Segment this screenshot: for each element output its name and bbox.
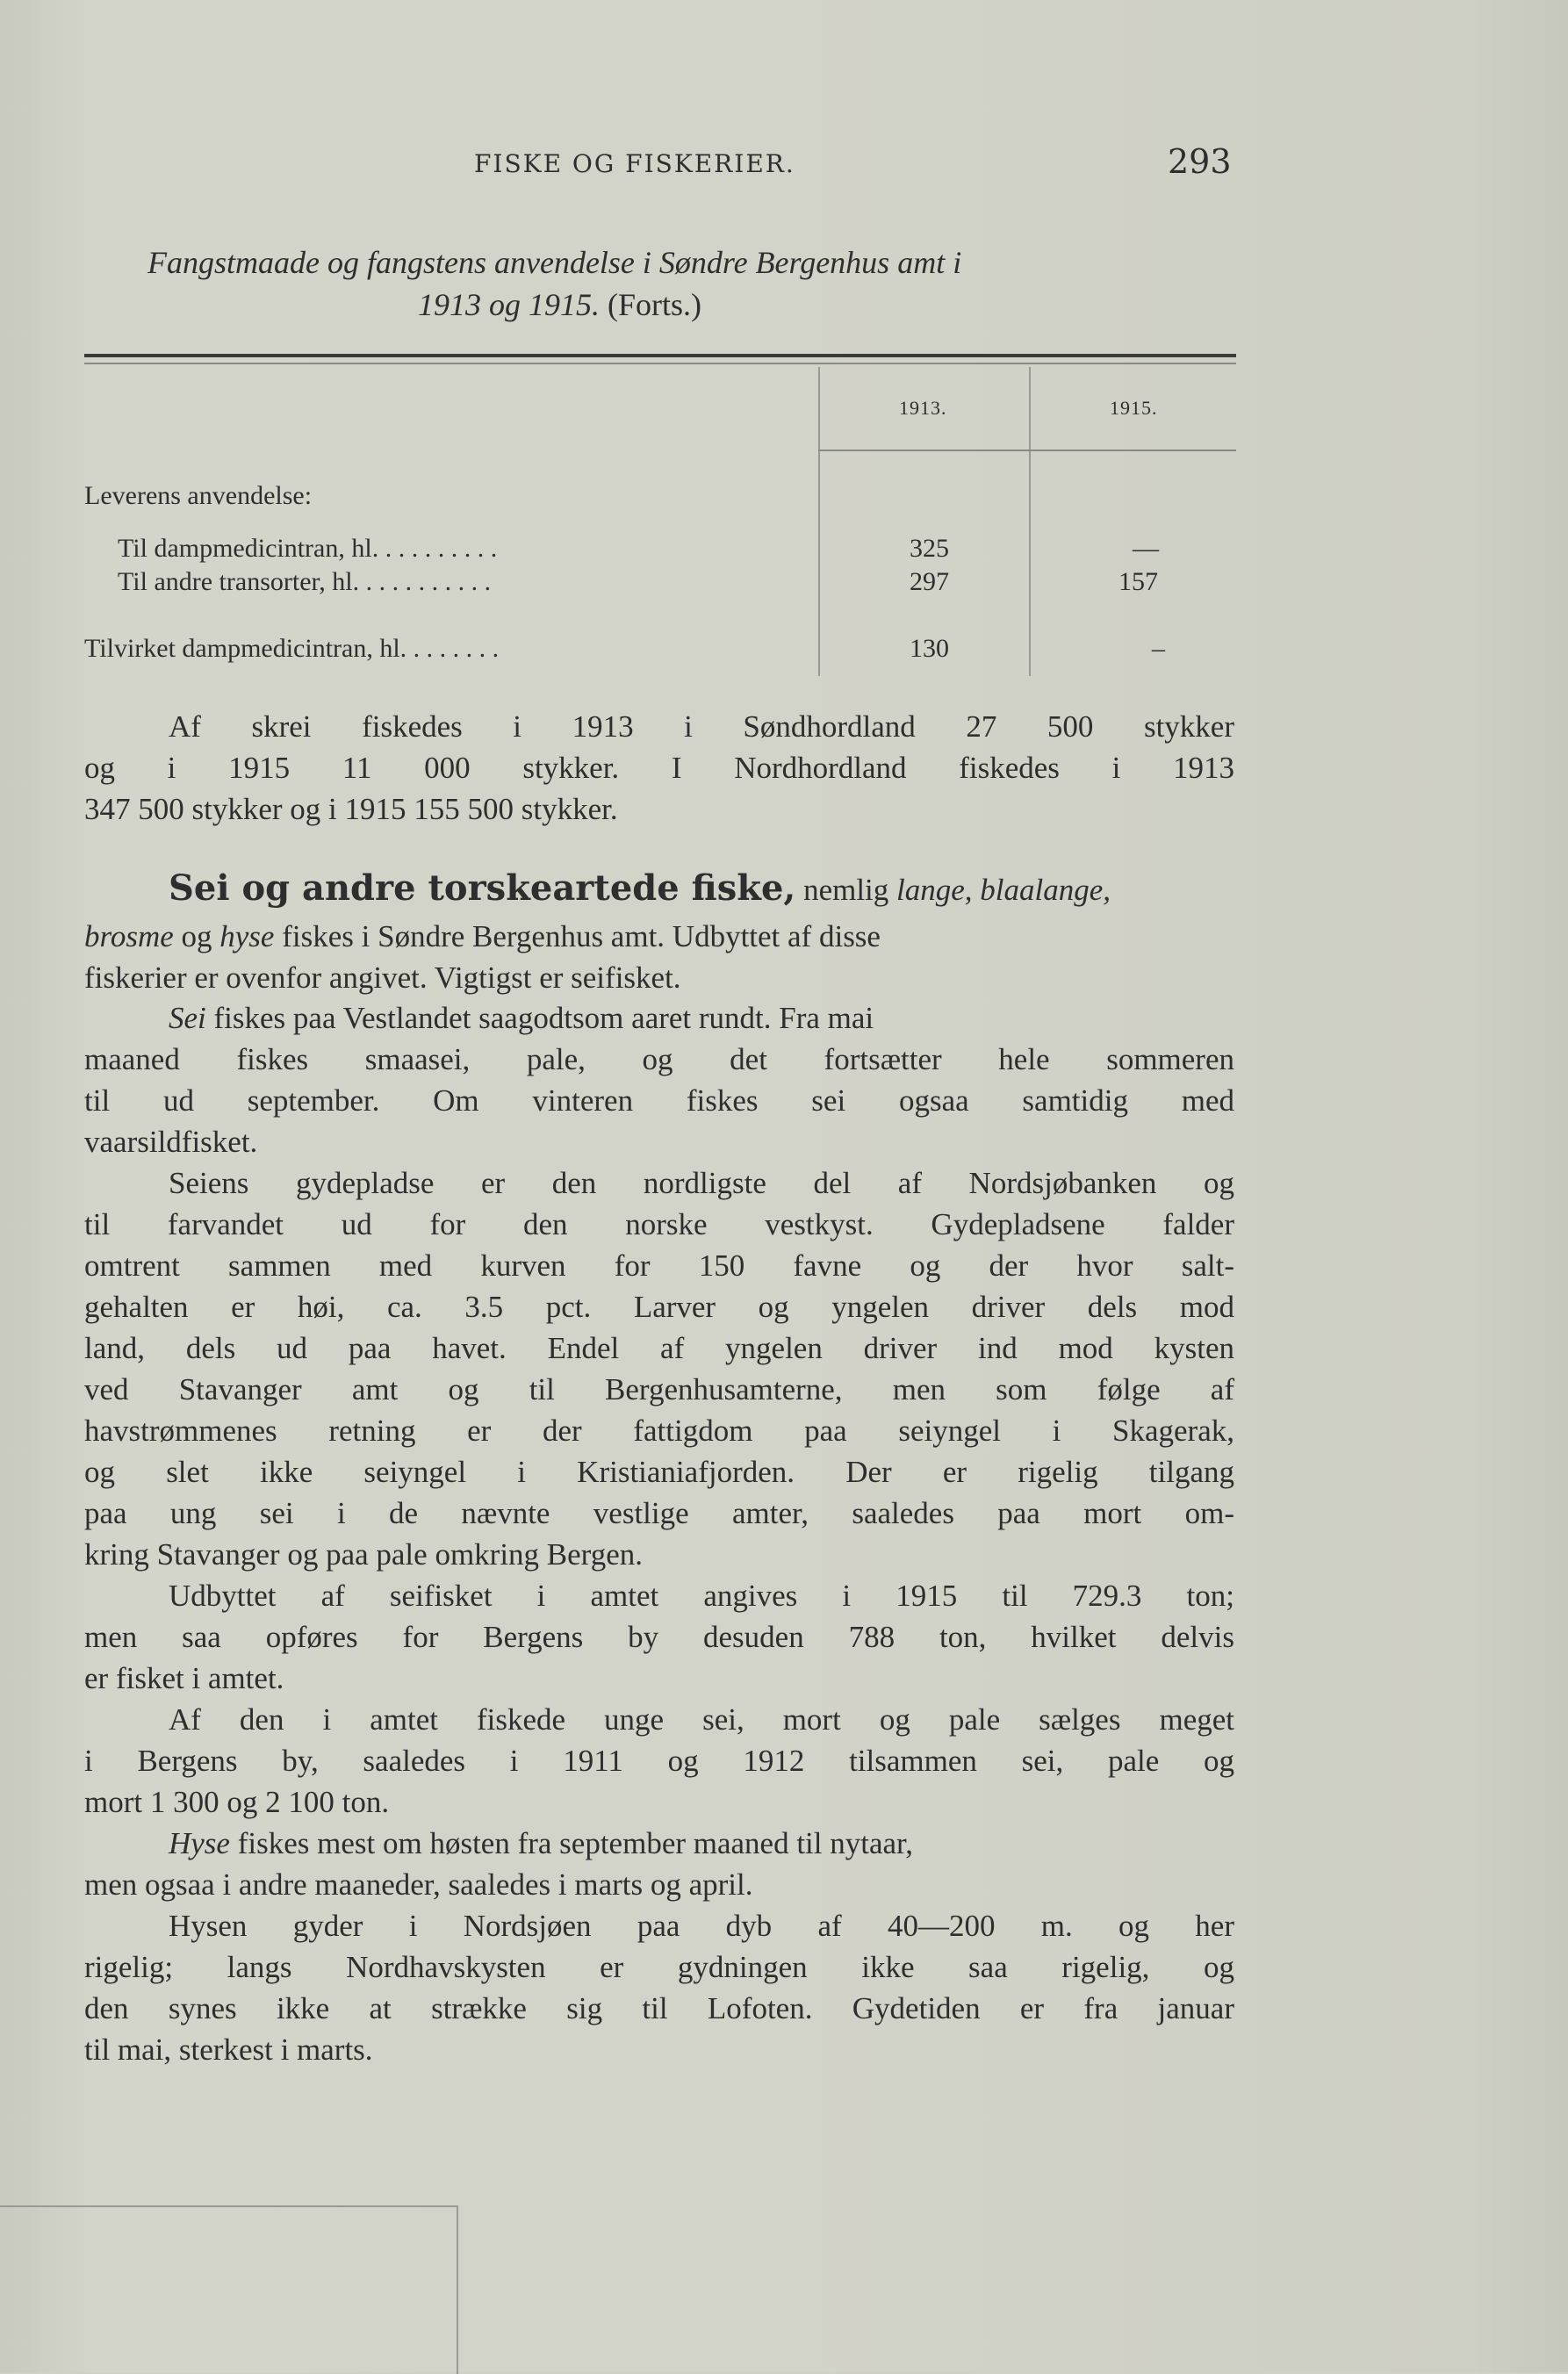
table-caption-line1: Fangstmaade og fangstens anvendelse i Søndre Bergenhus amt i (147, 245, 962, 280)
table-row-label: Tilvirket dampmedicintran, hl. . . . . . . . (84, 634, 500, 663)
paragraph-line: men ogsaa i andre maaneder, saaledes i marts og april. (84, 1867, 753, 1902)
paragraph-line: den synes ikke at strække sig til Lofoten. Gydetiden er fra januar (84, 1991, 1234, 2025)
sei2-first-line (169, 1001, 874, 1036)
table-cell-1915: 157 (1118, 567, 1158, 596)
paragraph-line: gehalten er høi, ca. 3.5 pct. Larver og yngelen driver dels mod (84, 1290, 1234, 1324)
table-cell-1915: – (1152, 634, 1165, 663)
running-header: FISKE OG FISKERIER. (474, 149, 795, 178)
section-heading: Sei og andre torskeartede fiske, (169, 867, 796, 909)
italic-run: hyse (219, 919, 275, 953)
italic-run: Sei (169, 1001, 206, 1035)
table-header-rule (818, 450, 1236, 451)
table-row-label: Til andre transorter, hl. . . . . . . . . . . (118, 567, 492, 596)
table-top-rule (84, 354, 1236, 357)
paragraph-line: land, dels ud paa havet. Endel af yngelen driver ind mod kysten (84, 1331, 1234, 1365)
paragraph-line: til ud september. Om vinteren fiskes sei ogsaa samtidig med (84, 1083, 1234, 1118)
text-run: fiskes mest om høsten fra september maaned til nytaar, (237, 1826, 914, 1860)
paragraph-line: til farvandet ud for den norske vestkyst. Gydepladsene falder (84, 1207, 1234, 1241)
text-run: og (181, 919, 212, 953)
paragraph-line: ved Stavanger amt og til Bergenhusamterne, men som følge af (84, 1372, 1234, 1406)
paragraph-line: omtrent sammen med kurven for 150 favne og der hvor salt- (84, 1248, 1234, 1283)
paragraph-line: og slet ikke seiyngel i Kristianiafjorden. Der er rigelig tilgang (84, 1455, 1234, 1489)
page-number: 293 (1168, 142, 1232, 181)
italic-run: brosme (84, 919, 174, 953)
paragraph-line: paa ung sei i de nævnte vestlige amter, saaledes paa mort om- (84, 1496, 1234, 1530)
paragraph-line: er fisket i amtet. (84, 1661, 284, 1695)
paragraph-line: fiskerier er ovenfor angivet. Vigtigst er seifisket. (84, 960, 681, 995)
paragraph-line: i Bergens by, saaledes i 1911 og 1912 tilsammen sei, pale og (84, 1744, 1234, 1778)
column-header-1915: 1915. (1110, 397, 1158, 419)
paragraph-line: men saa opføres for Bergens by desuden 788 ton, hvilket delvis (84, 1620, 1234, 1654)
table-section-label: Leverens anvendelse: (84, 481, 313, 510)
text-run: fiskes i Søndre Bergenhus amt. Udbyttet af disse (282, 919, 881, 953)
paragraph-line: mort 1 300 og 2 100 ton. (84, 1785, 390, 1819)
table-cell-1913: 130 (910, 634, 949, 663)
paragraph-line: vaarsildfisket. (84, 1125, 258, 1159)
caption-years: 1913 og 1915. (418, 287, 600, 322)
italic-run: lange, blaalange, (896, 873, 1111, 907)
hyse-first-line (169, 1826, 913, 1861)
table-top-rule-thin (84, 363, 1236, 364)
paragraph-line: Udbyttet af seifisket i amtet angives i 1915 til 729.3 ton; (169, 1579, 1234, 1613)
italic-run: Hyse (169, 1826, 230, 1860)
sei-intro-line (169, 867, 1111, 909)
paragraph-line: 347 500 stykker og i 1915 155 500 stykker. (84, 792, 618, 826)
text-run: fiskes paa Vestlandet saagodtsom aaret rundt. Fra mai (213, 1001, 874, 1035)
paragraph-line: kring Stavanger og paa pale omkring Bergen. (84, 1537, 643, 1572)
table-row-label: Til dampmedicintran, hl. . . . . . . . . . (118, 534, 498, 563)
scan-artifact-frame (0, 2205, 458, 2374)
column-header-1913: 1913. (899, 397, 947, 419)
paragraph-line: Seiens gydepladse er den nordligste del af Nordsjøbanken og (169, 1166, 1234, 1200)
paragraph-line: til mai, sterkest i marts. (84, 2032, 373, 2067)
text-run: nemlig (803, 873, 889, 907)
sei-line2 (84, 919, 881, 954)
paragraph-line: Hysen gyder i Nordsjøen paa dyb af 40—200 m. og her (169, 1909, 1234, 1943)
paragraph-line: Af skrei fiskedes i 1913 i Søndhordland 27 500 stykker (169, 709, 1234, 744)
paragraph-line: og i 1915 11 000 stykker. I Nordhordland fiskedes i 1913 (84, 751, 1234, 785)
paragraph-line: rigelig; langs Nordhavskysten er gydningen ikke saa rigelig, og (84, 1950, 1234, 1984)
table-column-divider-1 (818, 367, 820, 676)
paragraph-line: havstrømmenes retning er der fattigdom paa seiyngel i Skagerak, (84, 1414, 1234, 1448)
caption-forts: (Forts.) (608, 287, 701, 322)
table-cell-1915: — (1133, 534, 1159, 563)
table-cell-1913: 325 (910, 534, 949, 563)
table-cell-1913: 297 (910, 567, 949, 596)
paragraph-line: Af den i amtet fiskede unge sei, mort og pale sælges meget (169, 1702, 1234, 1737)
table-column-divider-2 (1029, 367, 1031, 676)
table-caption-line2 (418, 286, 701, 323)
paragraph-line: maaned fiskes smaasei, pale, og det fortsætter hele sommeren (84, 1042, 1234, 1076)
